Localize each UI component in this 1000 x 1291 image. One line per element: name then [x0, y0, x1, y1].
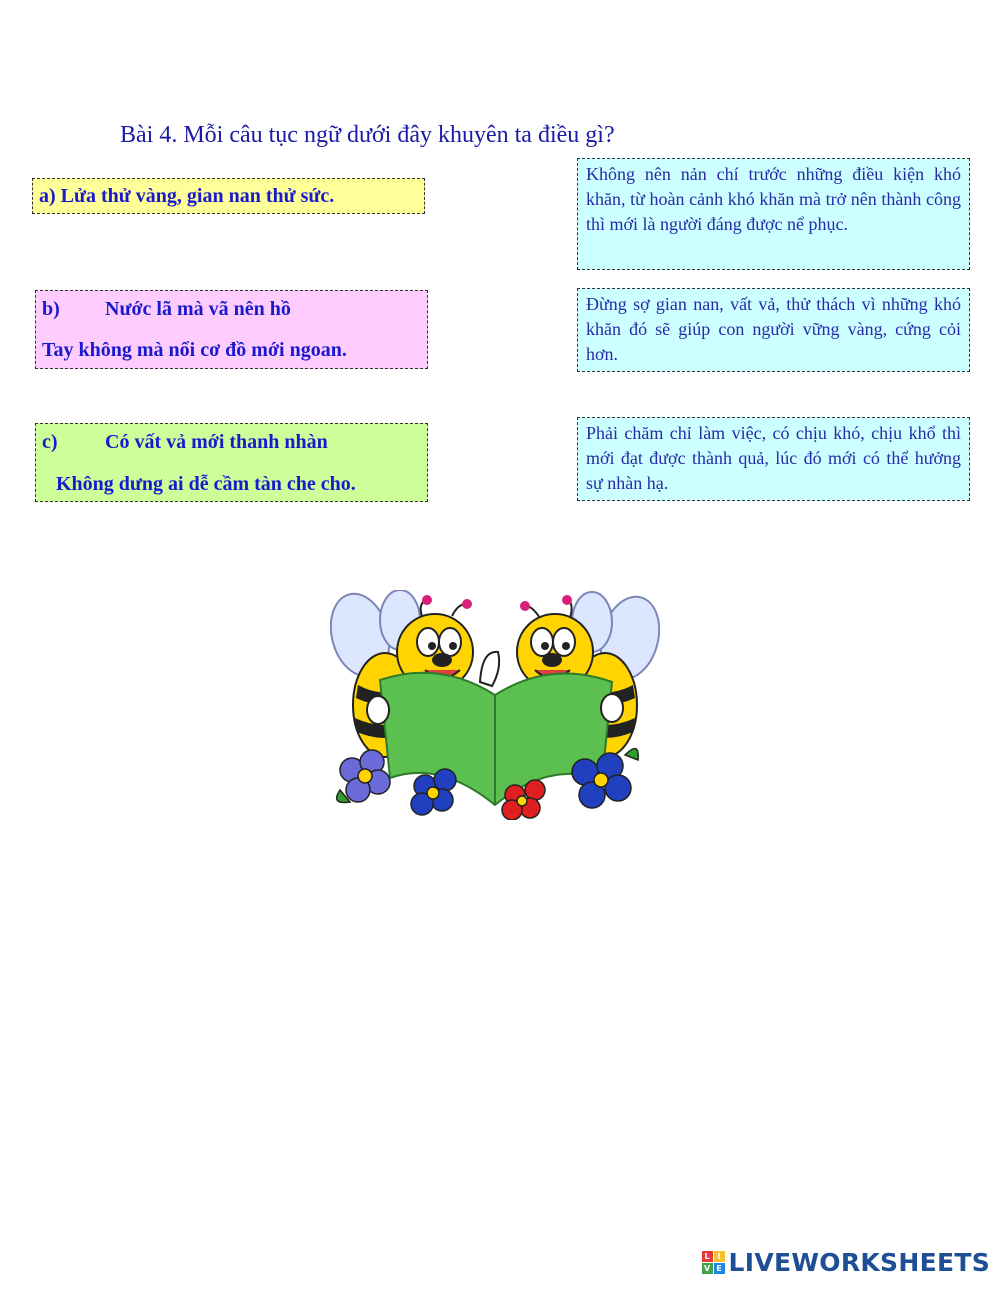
liveworksheets-logo-icon: [702, 1251, 725, 1274]
meaning-card-3[interactable]: Phải chăm chỉ làm việc, có chịu khó, chịu khổ thì mới đạt được thành quả, lúc đó mới có thể hưởng sự nhàn hạ.: [577, 417, 970, 501]
proverb-c-box: [35, 423, 428, 502]
proverb-a-box: [32, 178, 425, 214]
proverb-c-label: c): [42, 431, 58, 453]
logo-letter-e: E: [714, 1263, 725, 1274]
liveworksheets-brand: [702, 1248, 990, 1277]
proverb-a-label: a): [39, 185, 56, 207]
proverb-b-label: b): [42, 298, 60, 320]
logo-letter-i: I: [714, 1251, 725, 1262]
proverb-b-box: [35, 290, 428, 369]
meaning-card-1[interactable]: Không nên nản chí trước những điều kiện khó khăn, từ hoàn cảnh khó khăn mà trở nên thành công thì mới là người đáng được nể phục.: [577, 158, 970, 270]
brand-name: LIVEWORKSHEETS: [728, 1248, 990, 1277]
proverb-a-text: Lửa thử vàng, gian nan thử sức.: [60, 185, 335, 207]
meaning-card-2[interactable]: Đừng sợ gian nan, vất vả, thử thách vì những khó khăn đó sẽ giúp con người vững vàng, cứng cỏi hơn.: [577, 288, 970, 372]
proverb-c-line2: Không dưng ai dễ cầm tàn che cho.: [56, 473, 356, 495]
bees-reading-book-illustration: [330, 590, 660, 820]
proverb-b-line2: Tay không mà nổi cơ đồ mới ngoan.: [42, 339, 347, 361]
proverb-b-line1: Nước lã mà vã nên hồ: [105, 298, 291, 320]
proverb-c-line1: Có vất vả mới thanh nhàn: [105, 431, 328, 453]
exercise-title: Bài 4. Mỗi câu tục ngữ dưới đây khuyên ta điều gì?: [120, 122, 615, 148]
logo-letter-v: V: [702, 1263, 713, 1274]
logo-letter-l: L: [702, 1251, 713, 1262]
